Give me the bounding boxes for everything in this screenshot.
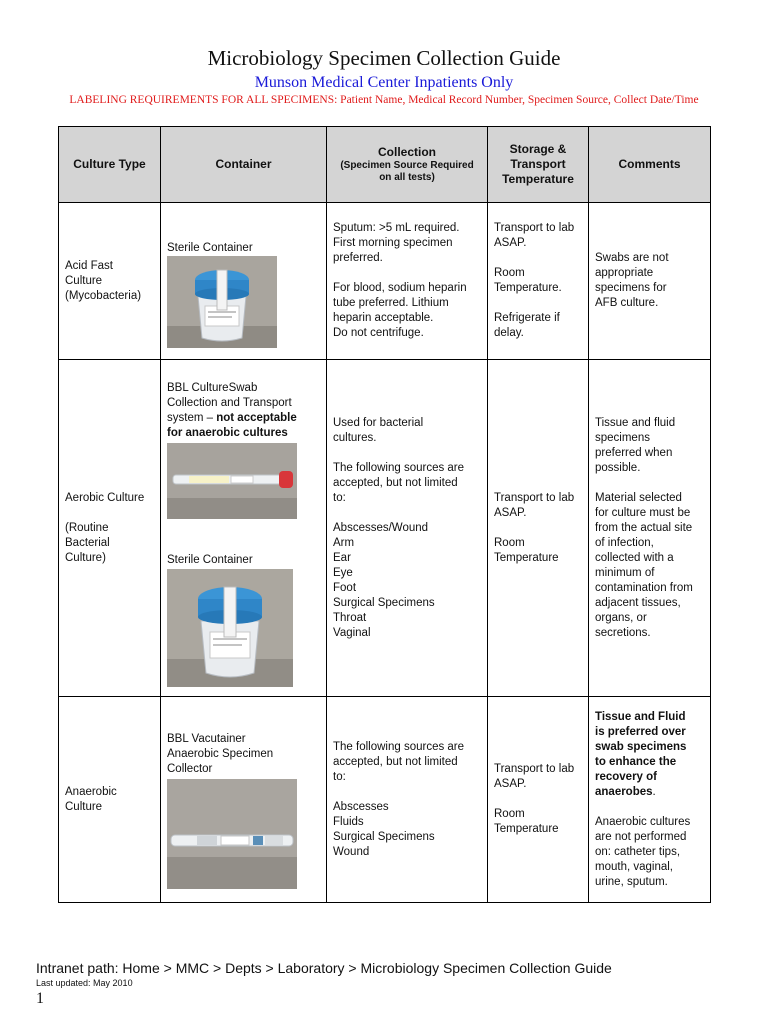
specimen-collection-table xyxy=(58,126,711,903)
sterile-container-photo xyxy=(167,256,277,348)
comments-cell: Tissue and fluid specimens preferred when possible. Material selected for culture must be from the actual site of infection, collected with a minimum of contamination from adjacent tissues, organs, or secretions. xyxy=(589,360,711,697)
page-title: Microbiology Specimen Collection Guide xyxy=(207,46,561,70)
container-cell: Sterile Container xyxy=(161,203,327,360)
sterile-container-photo xyxy=(167,569,293,687)
col-header-comments: Comments xyxy=(589,127,711,203)
comments-cell: Tissue and Fluid is preferred over swab specimens to enhance the recovery of anaerobes. Anaerobic cultures are not performed on: catheter tips, mouth, vaginal, urine, sputum. xyxy=(589,697,711,903)
col-header-collection xyxy=(327,127,488,203)
page-number: 1 xyxy=(36,990,44,1007)
collection-header-note: (Specimen Source Required on all tests) xyxy=(340,160,474,183)
storage-cell: Transport to lab ASAP. Room Temperature. Refrigerate if delay. xyxy=(488,203,589,360)
cultureswab-photo xyxy=(167,443,297,519)
collection-header-label: Collection xyxy=(377,145,436,159)
culture-type-cell: Aerobic Culture (Routine Bacterial Culture) xyxy=(59,360,161,697)
vacutainer-collector-photo xyxy=(167,779,297,889)
collection-cell: Used for bacterial cultures. The following sources are accepted, but not limited to: Abscesses/Wound Arm Ear Eye Foot Surgical Specimens Throat Vaginal xyxy=(327,360,488,697)
col-header-culture-type: Culture Type xyxy=(59,127,161,203)
container-cell: BBL CultureSwab Collection and Transport system – not acceptable for anaerobic cultures Sterile Container xyxy=(161,360,327,697)
culture-type-cell: Anaerobic Culture xyxy=(59,697,161,903)
col-header-container: Container xyxy=(161,127,327,203)
last-updated: Last updated: May 2010 xyxy=(36,978,133,988)
col-header-storage: Storage & Transport Temperature xyxy=(488,127,589,203)
comments-cell: Swabs are not appropriate specimens for AFB culture. xyxy=(589,203,711,360)
collection-cell: The following sources are accepted, but not limited to: Abscesses Fluids Surgical Specimens Wound xyxy=(327,697,488,903)
table-header-row xyxy=(59,127,711,203)
table-row-anaerobic xyxy=(59,697,711,903)
collection-cell: Sputum: >5 mL required. First morning specimen preferred. For blood, sodium heparin tube preferred. Lithium heparin acceptable. Do not centrifuge. xyxy=(327,203,488,360)
intranet-path: Intranet path: Home > MMC > Depts > Laboratory > Microbiology Specimen Collection Guide xyxy=(36,960,612,976)
table-row-aerobic xyxy=(59,360,711,697)
container-cell: BBL Vacutainer Anaerobic Specimen Collector xyxy=(161,697,327,903)
culture-type-cell: Acid Fast Culture (Mycobacteria) xyxy=(59,203,161,360)
storage-cell: Transport to lab ASAP. Room Temperature xyxy=(488,360,589,697)
labeling-requirements: LABELING REQUIREMENTS FOR ALL SPECIMENS: Patient Name, Medical Record Number, Specimen Source, Collect Date/Time xyxy=(69,94,699,106)
page-subtitle: Munson Medical Center Inpatients Only xyxy=(254,74,514,91)
storage-cell: Transport to lab ASAP. Room Temperature xyxy=(488,697,589,903)
table-row-acid-fast xyxy=(59,203,711,360)
